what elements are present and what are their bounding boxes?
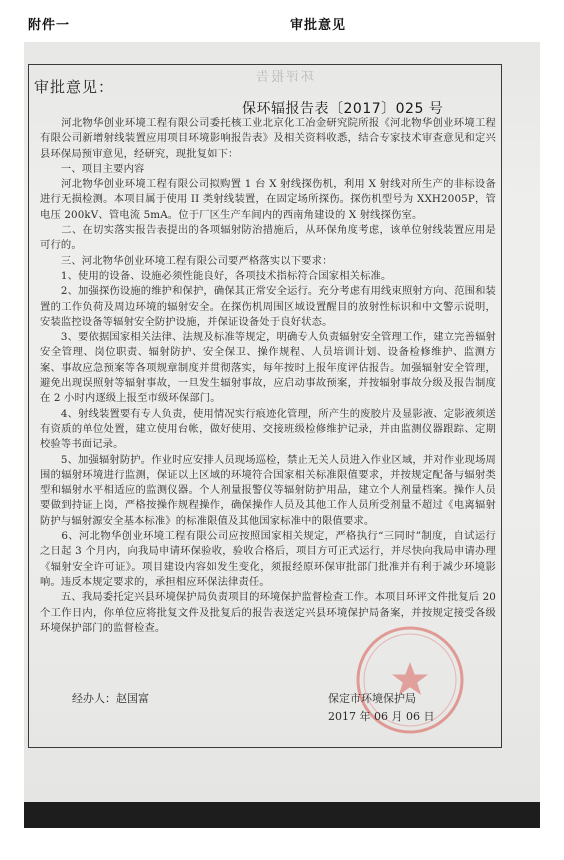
paragraph-section-2: 二、在切实落实报告表提出的各项辐射防治措施后，从环保角度考虑，该单位射线装置应用是可行的。 [40,224,496,252]
paragraph-req-5: 5、加强辐射防护。作业时应安排人员现场巡检，禁止无关人员进入作业区域，并对作业现场周围的辐射环境进行监测，保证以上区域的环境符合国家相关标准限值要求，并按规定配备与辐射类型和辐射水平相适应的监测仪器。个人剂量报警仪等辐射防护用品，建立个人剂量档案。操作人员要做到持证上岗，严格按操作规程操作，确保操作人员及其他工作人员所受剂量不超过《电离辐射防护与辐射源安全基本标准》的标准限值及其他国家标准中的限值要求。 [40,453,496,527]
paragraph-section-5: 五、我局委托定兴县环境保护局负责项目的环境保护监督检查工作。本项目环评文件批复后 20 个工作日内，你单位应将批复文件及批复后的报告表送定兴县环境保护局备案，并按规定接受各级环境保护部门的监督检查。 [40,591,496,634]
handler-name: 经办人：赵国富 [72,692,149,705]
paragraph-section-3: 三、河北物华创业环境工程有限公司要严格落实以下要求： [40,254,333,267]
attachment-label: 附件一 [28,18,71,33]
paragraph-req-6: 6、河北物华创业环境工程有限公司应按照国家相关规定，严格执行“三同时”制度，自试运行之日起 3 个月内，向我局申请环保验收，验收合格后，项目方可正式运行，并尽快向我局申请办理《辐射安全许可证》。项目建设内容如发生变化，须报经原环保审批部门批准并有利于减少环境影响。违反本规定要求的，承担相应环保法律责任。 [40,530,496,588]
section-heading: 审批意见： [34,78,115,96]
issue-date: 2017 年 06 月 06 日 [328,710,435,723]
page-header [0,0,564,40]
paragraph-section-1: 一、项目主要内容 [40,162,145,175]
issuer-name: 保定市环境保护局 [328,692,416,705]
photo-bottom-shadow [24,802,540,828]
approval-body [40,116,496,636]
document-number: 保环辐报告表〔2017〕025 号 [242,101,444,117]
paragraph-project-content: 河北物华创业环境工程有限公司拟购置 1 台 X 射线探伤机，利用 X 射线对所生产的非标设备进行无损检测。本项目属于使用 II 类射线装置，在固定场所探伤。探伤机型号为 XXH2005P，管电压 200kV、管电流 5mA。位于厂区生产车间内的西南角建设的 X 射线探伤室。 [40,178,496,221]
paragraph-req-3: 3、要依据国家相关法律、法规及标准等规定，明确专人负责辐射安全管理工作，建立完善辐射安全管理、岗位职责、辐射防护、安全保卫、操作规程、人员培训计划、设备检修维护、监测方案、事故应急预案等各项规章制度并贯彻落实，每年按时上报年度评估报告。加强辐射安全管理，避免出现误照射等辐射事故，一旦发生辐射事故，应启动事故预案，并按辐射事故分级及报告制度在 2 小时内逐级上报至市级环保部门。 [40,331,496,405]
paragraph-req-2: 2、加强探伤设施的维护和保护，确保其正常安全运行。充分考虑有用线束照射方向、范围和装置的工作负荷及周边环境的辐射安全。在探伤机周围区域设置醒目的放射性标识和中文警示说明，安装监控设备等辐射安全防护设施，并保证设备处于良好状态。 [40,285,496,328]
page-title: 审批意见 [290,18,347,33]
paragraph-req-4: 4、射线装置要有专人负责，使用情况实行痕迹化管理，所产生的废胶片及显影液、定影液须送有资质的单位处置，建立使用台帐，做好使用、交接班级检修维护记录，并由监测仪器跟踪、定期校验等书面记录。 [40,407,496,451]
paragraph-intro: 河北物华创业环境工程有限公司委托核工业北京化工冶金研究院所报《河北物华创业环境工程有限公司新增射线装置应用项目环境影响报告表》及相关资料收悉，结合专家技术审查意见和定兴县环保局预审意见，经研究，现批复如下： [40,117,496,160]
bleed-through-text: 环评报告 [254,70,315,85]
paragraph-req-1: 1、使用的设备、设施必须性能良好，各项技术指标符合国家相关标准。 [40,269,392,282]
